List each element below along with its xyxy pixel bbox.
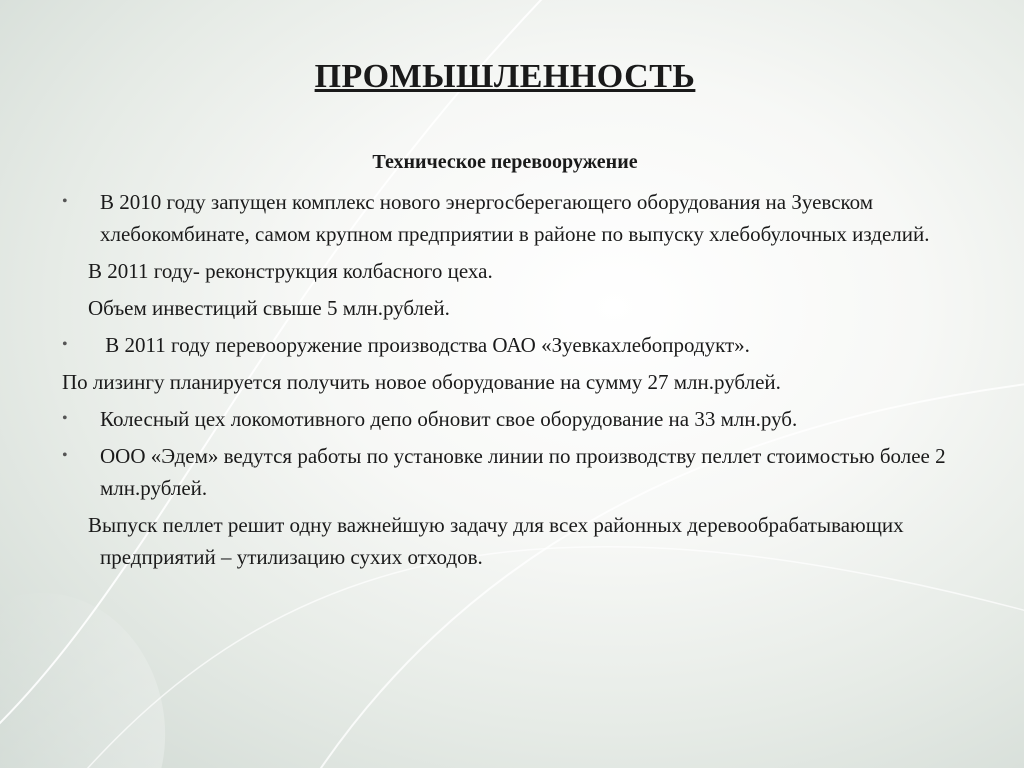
paragraph-text: В 2011 году- реконструкция колбасного цеха. [88, 259, 493, 283]
slide-subtitle: Техническое перевооружение [372, 151, 638, 173]
bullet-icon: • [62, 193, 68, 210]
list-item [0, 440, 1000, 504]
paragraph-text: В 2010 году запущен комплекс нового энергосберегающего оборудования на Зуевском хлебокомбинате, самом крупном предприятии в районе по выпуску хлебобулочных изделий. [100, 190, 930, 246]
paragraph-text: Колесный цех локомотивного депо обновит свое оборудование на 33 млн.руб. [100, 407, 798, 431]
paragraph-text: По лизингу планируется получить новое оборудование на сумму 27 млн.рублей. [62, 370, 781, 394]
bullet-icon: • [62, 336, 68, 353]
paragraph-text: ООО «Эдем» ведутся работы по установке линии по производству пеллет стоимостью более 2 млн.рублей. [100, 444, 946, 500]
bullet-icon: • [62, 447, 68, 464]
list-item [0, 366, 1000, 398]
list-item [0, 403, 1000, 435]
paragraph-text: В 2011 году перевооружение производства ОАО «Зуевкахлебопродукт». [100, 333, 750, 357]
list-item [0, 255, 1000, 287]
list-item [0, 186, 1000, 250]
paragraph-text: Выпуск пеллет решит одну важнейшую задачу для всех районных деревообрабатывающих предприятий – утилизацию сухих отходов. [88, 513, 904, 569]
list-item [0, 292, 1000, 324]
list-item [0, 509, 1000, 573]
bullet-icon: • [62, 410, 68, 427]
slide-content [0, 186, 1000, 573]
slide-title: ПРОМЫШЛЕННОСТЬ [314, 58, 696, 95]
list-item [0, 329, 1000, 361]
paragraph-text: Объем инвестиций свыше 5 млн.рублей. [88, 296, 450, 320]
